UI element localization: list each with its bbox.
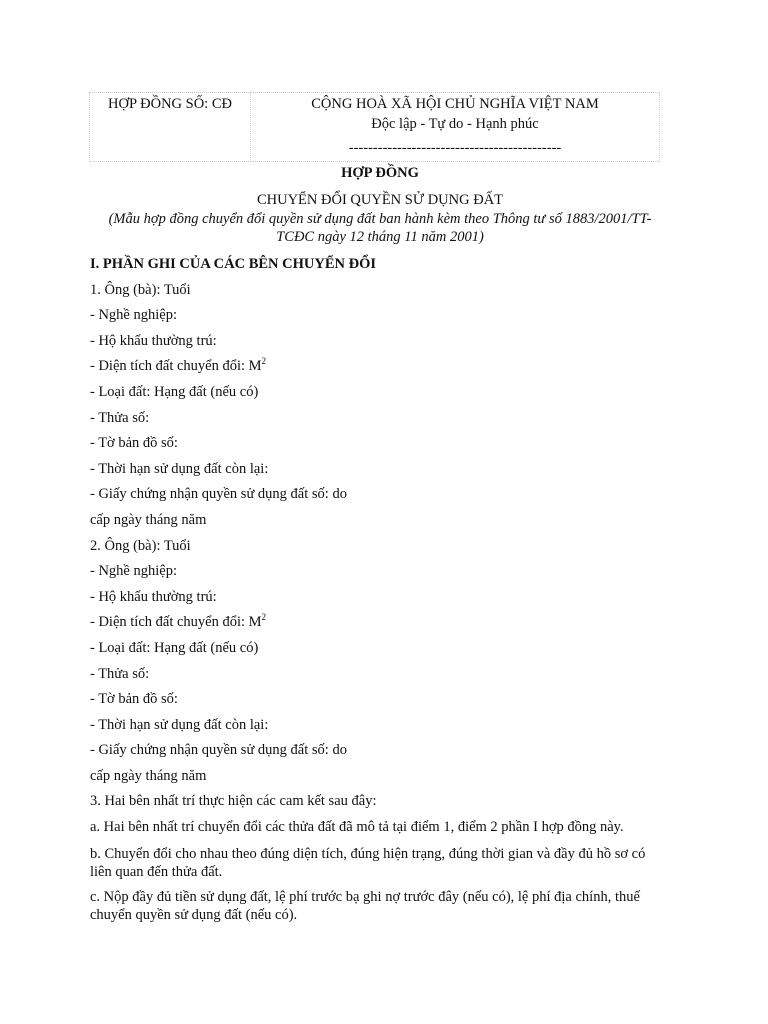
commitments-intro: 3. Hai bên nhất trí thực hiện các cam kết sau đây: xyxy=(90,793,377,810)
party-1-area-unit-exponent: 2 xyxy=(261,356,267,367)
commitment-c: c. Nộp đầy đủ tiền sử dụng đất, lệ phí trước bạ ghi nợ trước đây (nếu có), lệ phí địa chính, thuế chuyển quyền sử dụng đất (nếu có). xyxy=(90,889,640,924)
national-motto: Độc lập - Tự do - Hạnh phúc xyxy=(371,116,539,132)
party-2-area-unit-exponent: 2 xyxy=(261,612,267,623)
document-note: (Mẫu hợp đồng chuyển đổi quyền sử dụng đất ban hành kèm theo Thông tư số 1883/2001/TT-TCĐC ngày 12 tháng 11 năm 2001) xyxy=(108,211,652,245)
party-2-issued: cấp ngày tháng năm xyxy=(90,767,207,784)
party-2-term: - Thời hạn sử dụng đất còn lại: xyxy=(90,716,269,733)
party-1-issued: cấp ngày tháng năm xyxy=(90,511,207,528)
party-1-land-type: - Loại đất: Hạng đất (nếu có) xyxy=(90,383,259,400)
country-name: CỘNG HOÀ XÃ HỘI CHỦ NGHĨA VIỆT NAM xyxy=(311,96,599,112)
party-1-parcel: - Thửa số: xyxy=(90,409,150,426)
party-1-area xyxy=(90,356,670,376)
party-1-residence: - Hộ khẩu thường trú: xyxy=(90,332,217,349)
section-heading: I. PHẦN GHI CỦA CÁC BÊN CHUYỂN ĐỔI xyxy=(90,256,376,272)
party-1-occupation: - Nghề nghiệp: xyxy=(90,307,177,324)
party-2-map-sheet: - Tờ bản đồ số: xyxy=(90,691,178,708)
party-2-area xyxy=(90,612,670,632)
party-2-residence: - Hộ khẩu thường trú: xyxy=(90,588,217,605)
header-table xyxy=(89,92,660,162)
party-2-person: 2. Ông (bà): Tuổi xyxy=(90,537,191,554)
party-1-term: - Thời hạn sử dụng đất còn lại: xyxy=(90,460,269,477)
commitment-a: a. Hai bên nhất trí chuyển đổi các thửa đất đã mô tả tại điểm 1, điểm 2 phần I hợp đồng này. xyxy=(90,819,624,836)
party-1-certificate: - Giấy chứng nhận quyền sử dụng đất số: do xyxy=(90,486,347,503)
document-title: HỢP ĐỒNG xyxy=(341,165,419,181)
party-2-parcel: - Thửa số: xyxy=(90,665,150,682)
party-1-area-label: - Diện tích đất chuyển đổi: M xyxy=(90,358,262,375)
party-2-land-type: - Loại đất: Hạng đất (nếu có) xyxy=(90,639,259,656)
document-subtitle: CHUYỂN ĐỔI QUYỀN SỬ DỤNG ĐẤT xyxy=(256,192,504,208)
document-body xyxy=(90,163,670,924)
national-heading-cell xyxy=(251,93,660,162)
heading-divider: -------------------------------------------- xyxy=(348,140,562,156)
party-1-map-sheet: - Tờ bản đồ số: xyxy=(90,435,178,452)
party-1-person: 1. Ông (bà): Tuổi xyxy=(90,281,191,298)
party-2-occupation: - Nghề nghiệp: xyxy=(90,563,177,580)
contract-number-cell xyxy=(90,93,251,162)
contract-number: HỢP ĐỒNG SỐ: CĐ xyxy=(108,96,232,112)
party-2-certificate: - Giấy chứng nhận quyền sử dụng đất số: do xyxy=(90,742,347,759)
party-2-area-label: - Diện tích đất chuyển đổi: M xyxy=(90,614,262,631)
commitment-b: b. Chuyển đổi cho nhau theo đúng diện tích, đúng hiện trạng, đúng thời gian và đầy đủ hồ sơ có liên quan đến thửa đất. xyxy=(90,845,646,880)
